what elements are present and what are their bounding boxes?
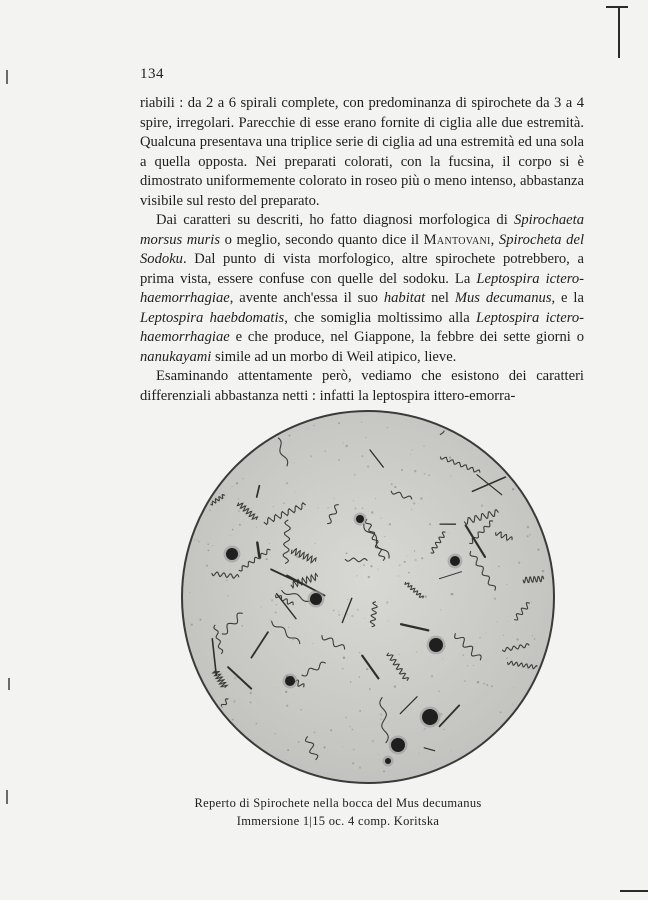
italic-term: Spirochaeta morsus muris (140, 212, 584, 248)
field-speckle (372, 740, 375, 743)
field-speckle (532, 635, 533, 636)
field-speckle (204, 698, 207, 701)
field-speckle (256, 723, 258, 725)
field-speckle (411, 449, 413, 451)
field-speckle (198, 541, 200, 543)
italic-term: habitat (383, 290, 426, 306)
field-speckle (423, 445, 425, 447)
italic-term: Leptospira haebdomatis (140, 309, 285, 326)
field-speckle (351, 729, 353, 731)
field-speckle (377, 569, 378, 570)
paragraph (140, 211, 584, 367)
field-speckle (362, 507, 364, 509)
field-speckle (343, 442, 344, 443)
field-speckle (300, 709, 302, 711)
field-speckle (359, 676, 360, 677)
cell-nucleus (385, 758, 391, 764)
field-speckle (481, 504, 484, 507)
cell-nucleus (285, 676, 295, 686)
field-speckle (314, 731, 316, 733)
field-speckle (318, 508, 319, 509)
field-speckle (371, 511, 373, 513)
field-speckle (399, 565, 400, 566)
field-speckle (285, 759, 286, 760)
field-speckle (492, 430, 493, 431)
field-speckle (364, 618, 365, 619)
field-speckle (338, 459, 340, 461)
field-speckle (485, 632, 486, 633)
field-speckle (283, 502, 285, 504)
field-speckle (424, 730, 425, 731)
page-edge-mark (8, 678, 10, 690)
field-speckle (512, 704, 513, 705)
text-run: simile ad un morbo di Weil atipico, lieve. (211, 348, 457, 365)
text-run: , e la (551, 290, 584, 306)
text-run: , che somiglia moltissimo alla (284, 309, 477, 326)
field-speckle (532, 455, 534, 457)
field-speckle (359, 766, 361, 768)
italic-term: nanukayami (140, 348, 212, 365)
field-speckle (313, 425, 314, 426)
cell-nucleus (429, 638, 443, 652)
field-speckle (256, 761, 257, 762)
spirochete-mark (180, 437, 205, 458)
page-edge-mark (606, 6, 628, 8)
field-speckle (451, 750, 452, 751)
field-speckle (506, 657, 507, 658)
field-speckle (404, 561, 406, 563)
field-speckle (288, 435, 290, 437)
field-speckle (191, 624, 193, 626)
field-speckle (342, 746, 343, 747)
text-run: o meglio, secondo quanto dice il (220, 231, 424, 248)
field-speckle (324, 450, 326, 452)
field-speckle (338, 614, 340, 616)
figure-caption (160, 794, 516, 830)
field-speckle (491, 685, 493, 687)
field-speckle (423, 473, 425, 475)
field-speckle (512, 488, 514, 490)
field-speckle (533, 702, 535, 704)
spirochete-mark (200, 709, 211, 728)
field-speckle (380, 714, 382, 716)
field-speckle (285, 691, 287, 693)
field-speckle (361, 422, 362, 423)
field-speckle (494, 598, 496, 600)
field-speckle (323, 746, 325, 748)
bacillus-mark (524, 423, 535, 449)
field-speckle (294, 462, 295, 463)
field-speckle (356, 575, 357, 576)
field-speckle (479, 637, 481, 639)
field-speckle (349, 726, 351, 728)
field-speckle (503, 635, 504, 636)
field-speckle (414, 559, 416, 561)
field-speckle (370, 565, 372, 567)
field-speckle (380, 719, 381, 720)
cell-nucleus (226, 548, 238, 560)
field-speckle (449, 457, 451, 459)
page-edge-mark (6, 70, 8, 84)
field-speckle (537, 549, 539, 551)
field-speckle (288, 544, 289, 545)
page-edge-mark (618, 6, 620, 58)
field-speckle (250, 432, 251, 433)
field-speckle (232, 529, 234, 531)
field-speckle (516, 638, 518, 640)
text-run: e che produce, nel Giappone, la febbre dei sette giorni o (229, 329, 584, 345)
field-speckle (429, 523, 431, 525)
italic-term: Leptospira ictero-haemorrhagiae (140, 309, 584, 345)
field-speckle (277, 687, 278, 688)
field-speckle (535, 447, 537, 449)
field-speckle (354, 507, 356, 509)
field-speckle (528, 419, 529, 420)
field-speckle (287, 749, 289, 751)
field-speckle (413, 502, 415, 504)
field-speckle (367, 465, 369, 467)
field-speckle (266, 558, 268, 560)
field-speckle (360, 566, 361, 567)
field-speckle (275, 604, 277, 606)
field-speckle (359, 652, 361, 654)
field-speckle (342, 667, 344, 669)
field-speckle (506, 541, 507, 542)
field-speckle (248, 419, 250, 421)
field-speckle (233, 700, 235, 702)
field-speckle (518, 562, 520, 564)
field-speckle (440, 609, 441, 610)
field-speckle (420, 497, 423, 500)
paragraph (140, 367, 584, 406)
field-speckle (477, 681, 479, 683)
field-speckle (538, 420, 539, 421)
field-speckle (307, 428, 308, 429)
field-speckle (488, 758, 490, 760)
field-speckle (513, 687, 514, 688)
spirochete-mark (492, 428, 514, 443)
text-run: riabili : da 2 a 6 spirali complete, con predominanza di spirochete da 3 a 4 spire, irregolari. Parecchie di esse erano fornite di ciglia alle due estremità. Qualcuna presentava una triplice serie di ciglia ad una estremità ed una sola a quella opposta. Nei preparati colorati, con la fucsina, il corpo si è dimostrato uniformemente colorato in roseo più o meno intenso, abbastanza visibile sul resto del preparato. (140, 95, 584, 209)
text-run: , (490, 231, 499, 248)
field-speckle (408, 572, 410, 574)
field-speckle (527, 526, 529, 528)
field-speckle (237, 422, 239, 424)
field-speckle (529, 534, 531, 536)
field-speckle (448, 532, 449, 533)
field-speckle (414, 550, 415, 551)
field-speckle (296, 555, 298, 557)
cell-nucleus (391, 738, 405, 752)
field-speckle (411, 509, 413, 511)
field-speckle (536, 482, 537, 483)
field-speckle (534, 638, 536, 640)
field-speckle (250, 769, 252, 771)
cell-nucleus (450, 556, 460, 566)
page-number: 134 (140, 66, 164, 82)
field-speckle (294, 774, 295, 775)
author-name: Mantovani (423, 231, 491, 248)
field-speckle (506, 584, 507, 585)
field-speckle (384, 536, 385, 537)
field-speckle (333, 498, 335, 500)
field-speckle (394, 685, 396, 687)
field-speckle (353, 500, 354, 501)
italic-term: Mus decumanus (454, 290, 552, 306)
field-speckle (431, 675, 433, 677)
field-speckle (232, 486, 233, 487)
field-speckle (416, 652, 417, 653)
field-speckle (278, 590, 279, 591)
field-speckle (505, 435, 507, 437)
field-speckle (352, 762, 354, 764)
field-speckle (315, 543, 316, 544)
field-speckle (508, 621, 509, 622)
field-speckle (236, 482, 238, 484)
italic-term: Spirocheta del Sodoku (140, 231, 585, 267)
page-edge-mark (620, 890, 648, 892)
field-speckle (333, 610, 334, 611)
field-speckle (363, 564, 365, 566)
field-speckle (206, 565, 208, 567)
cell-nucleus (422, 709, 438, 725)
field-speckle (298, 741, 300, 743)
caption-line: Immersione 1|15 oc. 4 comp. Koritska (236, 814, 440, 828)
text-run: Esaminando attentamente però, vediamo che esistono dei caratteri differenziali abbastanza netti : infatti la leptospira ittero-emorra- (140, 368, 584, 404)
field-speckle (354, 474, 356, 476)
field-speckle (500, 711, 501, 712)
field-speckle (199, 619, 201, 621)
field-speckle (250, 692, 252, 694)
field-speckle (347, 614, 348, 615)
field-speckle (359, 710, 361, 712)
field-speckle (345, 717, 347, 719)
field-speckle (217, 457, 218, 458)
field-speckle (410, 469, 411, 470)
bacillus-mark (503, 459, 537, 465)
field-speckle (424, 595, 426, 597)
field-speckle (407, 555, 408, 556)
field-speckle (350, 681, 351, 682)
field-speckle (484, 768, 486, 770)
field-speckle (208, 550, 210, 552)
field-speckle (338, 611, 339, 612)
field-speckle (209, 510, 211, 512)
field-speckle (537, 769, 538, 770)
field-speckle (498, 566, 500, 568)
field-speckle (238, 510, 240, 512)
field-speckle (245, 632, 246, 633)
field-speckle (234, 677, 236, 679)
field-speckle (230, 535, 231, 536)
field-speckle (345, 445, 348, 448)
field-speckle (362, 455, 364, 457)
field-speckle (250, 701, 252, 703)
field-speckle (475, 565, 476, 566)
field-speckle (464, 680, 466, 682)
field-speckle (519, 724, 521, 726)
microscope-field (180, 409, 556, 785)
field-speckle (496, 621, 497, 622)
field-speckle (330, 729, 332, 731)
field-speckle (394, 486, 396, 488)
field-speckle (269, 543, 270, 544)
field-speckle (189, 592, 191, 594)
field-speckle (351, 615, 353, 617)
field-speckle (365, 437, 366, 438)
field-speckle (505, 756, 506, 757)
field-speckle (398, 576, 399, 577)
field-speckle (251, 436, 254, 439)
field-speckle (451, 593, 454, 596)
field-speckle (226, 579, 228, 581)
italic-term: Leptospira ictero-haemorrhagiae (140, 270, 584, 306)
field-speckle (442, 658, 443, 659)
field-speckle (274, 733, 276, 735)
field-speckle (346, 552, 348, 554)
field-speckle (261, 752, 263, 754)
field-speckle (387, 427, 388, 428)
field-speckle (280, 587, 281, 588)
field-speckle (483, 683, 485, 685)
field-speckle (292, 639, 294, 641)
field-speckle (486, 684, 488, 686)
field-speckle (273, 506, 274, 507)
field-speckle (295, 492, 296, 493)
text-run: Dai caratteri su descriti, ho fatto diagnosi morfologica di (156, 212, 515, 228)
field-speckle (194, 506, 195, 507)
field-speckle (443, 729, 444, 730)
field-speckle (440, 424, 441, 425)
field-speckle (375, 498, 376, 499)
field-speckle (312, 643, 313, 644)
field-speckle (401, 469, 403, 471)
field-speckle (462, 654, 464, 656)
field-speckle (527, 535, 529, 537)
field-speckle (534, 736, 535, 737)
field-speckle (414, 470, 416, 472)
field-speckle (391, 483, 393, 485)
field-speckle (207, 543, 208, 544)
field-speckle (338, 422, 340, 424)
field-speckle (383, 770, 385, 772)
field-speckle (421, 557, 423, 559)
field-speckle (261, 606, 262, 607)
cell-nucleus (356, 515, 364, 523)
field-speckle (450, 475, 451, 476)
field-speckle (196, 539, 197, 540)
field-speckle (388, 620, 389, 621)
field-speckle (419, 753, 420, 754)
field-speckle (428, 474, 430, 476)
field-speckle (242, 478, 243, 479)
field-speckle (217, 732, 218, 733)
field-speckle (286, 705, 288, 707)
field-speckle (438, 690, 440, 692)
field-speckle (531, 602, 532, 603)
field-speckle (275, 611, 277, 613)
field-speckle (239, 524, 241, 526)
paragraph (140, 94, 584, 211)
field-speckle (386, 601, 388, 603)
field-speckle (288, 627, 289, 628)
field-speckle (310, 455, 312, 457)
text-run: nel (425, 290, 455, 306)
field-speckle (503, 465, 504, 466)
field-speckle (198, 473, 200, 475)
field-speckle (369, 688, 371, 690)
field-speckle (471, 427, 473, 429)
body-text (140, 94, 584, 406)
field-speckle (215, 476, 216, 477)
field-speckle (368, 576, 370, 578)
field-speckle (473, 665, 474, 666)
field-speckle (227, 595, 229, 597)
field-speckle (238, 498, 240, 500)
field-speckle (190, 766, 192, 768)
caption-line: Reperto di Spirochete nella bocca del Mus decumanus (194, 796, 482, 810)
field-speckle (542, 570, 545, 573)
field-speckle (389, 523, 391, 525)
field-speckle (366, 668, 368, 670)
text-run: . Dal punto di vista morfologico, altre spirochete potrebbero, a prima vista, essere confuse con quelle del sodoku. La (140, 251, 584, 287)
field-speckle (398, 653, 400, 655)
bacillus-mark (241, 415, 248, 458)
spirochete-mark (465, 409, 472, 434)
field-speckle (380, 518, 381, 519)
cell-nucleus (310, 593, 322, 605)
field-speckle (256, 527, 257, 528)
field-speckle (467, 665, 468, 666)
page-edge-mark (6, 790, 8, 804)
field-speckle (271, 599, 274, 602)
text-run: , avente anch'essa il suo (229, 290, 384, 306)
field-speckle (424, 728, 425, 729)
field-speckle (347, 599, 348, 600)
field-speckle (410, 454, 411, 455)
field-speckle (539, 583, 540, 584)
field-speckle (353, 748, 355, 750)
field-speckle (343, 656, 346, 659)
field-speckle (241, 625, 243, 627)
field-speckle (378, 754, 379, 755)
microscope-figure (180, 409, 556, 785)
field-speckle (219, 470, 220, 471)
spirochete-mark (230, 432, 256, 439)
field-speckle (357, 609, 359, 611)
field-speckle (212, 545, 213, 546)
field-speckle (286, 482, 288, 484)
field-speckle (328, 507, 329, 508)
